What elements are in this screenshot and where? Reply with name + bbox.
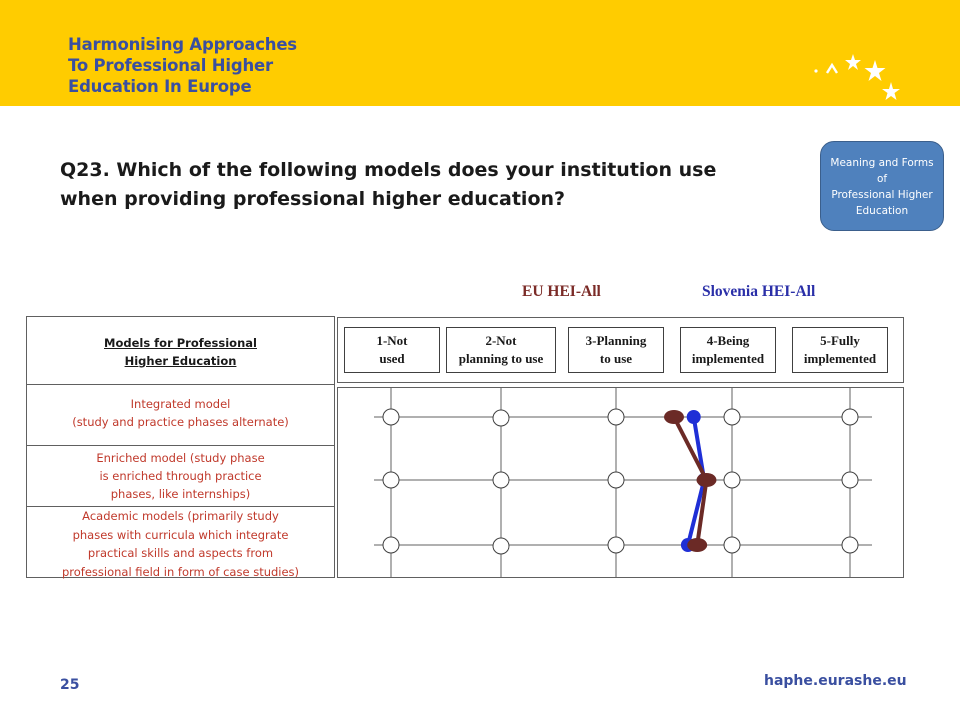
badge-line-3: Professional Higher: [831, 189, 933, 201]
scale-label-1: [344, 327, 440, 373]
scale-point-marker: [842, 472, 858, 488]
scale-label-line: 1-Not: [376, 333, 408, 348]
scale-point-marker: [724, 472, 740, 488]
scale-label-line: planning to use: [458, 351, 544, 366]
models-header-line-2: Higher Education: [124, 354, 237, 368]
section-badge-button[interactable]: [820, 141, 944, 231]
scale-label-5: [792, 327, 888, 373]
scale-point-marker: [724, 409, 740, 425]
scale-point-marker: [383, 472, 399, 488]
scale-point-marker: [383, 409, 399, 425]
scale-point-marker: [493, 538, 509, 554]
legend-eu-hei: EU HEI-All: [522, 283, 601, 300]
brand-line-3: Education In Europe: [68, 77, 252, 96]
models-header-line-1: Models for Professional: [104, 336, 257, 350]
badge-line-4: Education: [855, 205, 909, 217]
header-banner: [0, 0, 960, 106]
legend-slovenia-hei: Slovenia HEI-All: [702, 283, 816, 300]
series-point-eu: [687, 538, 707, 552]
brand-title: [68, 34, 297, 97]
scale-label-line: 5-Fully: [820, 333, 860, 348]
model-label-line: phases, like internships): [110, 487, 251, 501]
scale-label-2: [446, 327, 556, 373]
profile-chart-svg: [338, 388, 903, 577]
model-label-line: Integrated model: [130, 397, 231, 411]
scale-label-line: to use: [599, 351, 633, 366]
series-point-eu: [696, 473, 716, 487]
profile-chart: [337, 387, 904, 578]
model-label-line: Academic models (primarily study: [82, 509, 279, 523]
model-label-line: is enriched through practice: [99, 469, 262, 483]
eu-stars-logo-icon: [780, 40, 910, 140]
page-number: 25: [60, 677, 80, 693]
scale-point-marker: [383, 537, 399, 553]
website-url: haphe.eurashe.eu: [764, 673, 907, 689]
brand-line-1: Harmonising Approaches: [68, 35, 297, 54]
scale-point-marker: [608, 409, 624, 425]
model-row-enriched: [26, 445, 335, 507]
model-label-line: practical skills and aspects from: [87, 546, 274, 560]
scale-point-marker: [608, 537, 624, 553]
models-header-cell: [26, 316, 335, 385]
model-label-line: phases with curricula which integrate: [72, 527, 289, 542]
scale-label-line: 4-Being: [706, 333, 750, 348]
series-point-eu: [664, 410, 684, 424]
model-row-integrated: [26, 384, 335, 446]
brand-line-2: To Professional Higher: [68, 56, 273, 75]
scale-point-marker: [842, 409, 858, 425]
model-row-academic: [26, 506, 335, 578]
scale-point-marker: [493, 410, 509, 426]
scale-label-4: [680, 327, 776, 373]
scale-label-line: implemented: [803, 351, 877, 366]
model-label-line: (study and practice phases alternate): [72, 415, 289, 429]
scale-label-3: [568, 327, 664, 373]
badge-line-2: of: [876, 173, 888, 185]
scale-point-marker: [724, 537, 740, 553]
scale-point-marker: [493, 472, 509, 488]
badge-line-1: Meaning and Forms: [830, 157, 934, 169]
model-label-line: Enriched model (study phase: [96, 451, 265, 465]
series-point-slovenia: [687, 410, 701, 424]
scale-point-marker: [842, 537, 858, 553]
question-line-1: Q23. Which of the following models does your institution use: [60, 159, 717, 181]
question-title: [60, 156, 800, 214]
scale-label-line: 2-Not: [485, 333, 517, 348]
scale-label-line: 3-Planning: [585, 333, 647, 348]
model-label-line: professional field in form of case studies): [61, 564, 300, 579]
scale-label-line: used: [379, 351, 405, 366]
question-line-2: when providing professional higher education?: [60, 188, 566, 210]
scale-label-line: implemented: [691, 351, 765, 366]
scale-point-marker: [608, 472, 624, 488]
scale-header: [337, 317, 904, 383]
